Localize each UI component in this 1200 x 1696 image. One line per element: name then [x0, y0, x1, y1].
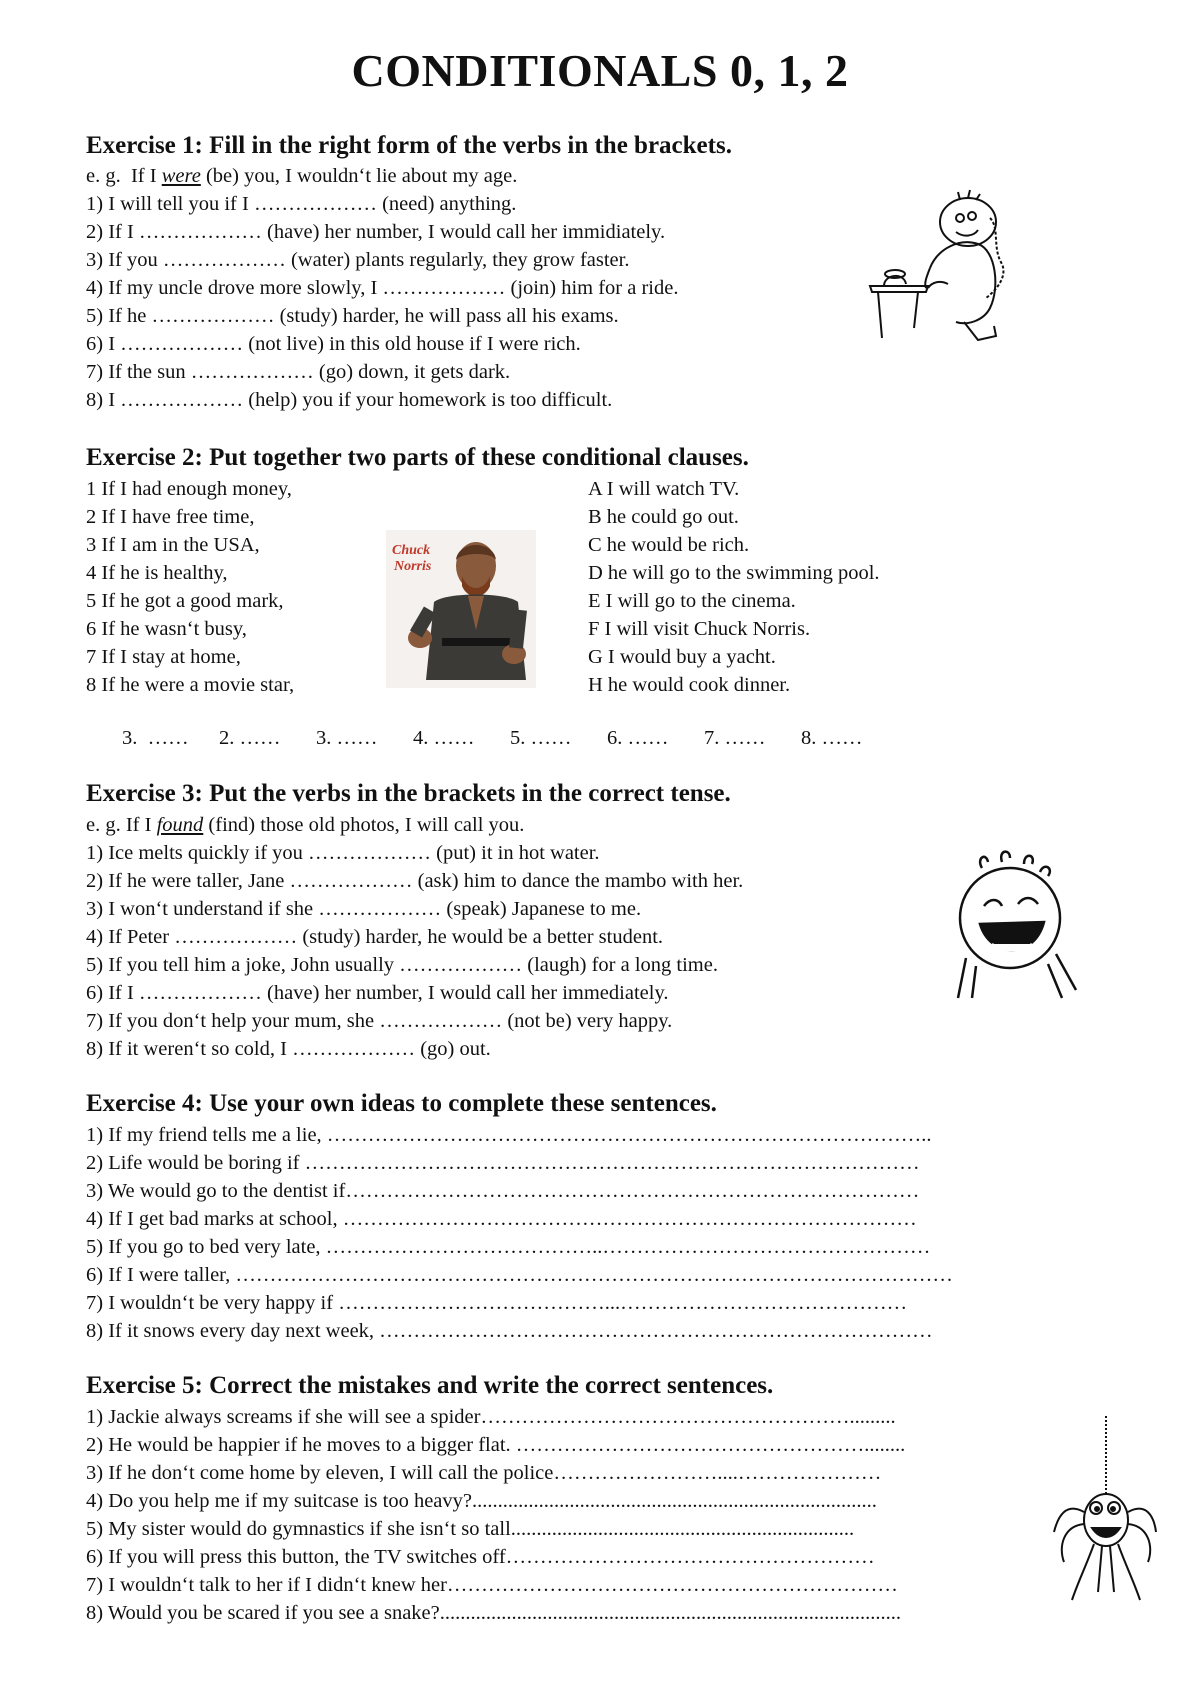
example-text: e. g. If I: [86, 814, 157, 836]
photo-caption-line-2: Norris: [394, 559, 432, 574]
exercise-3-item: 6) If I ……………… (have) her number, I would call her immediately.: [86, 982, 669, 1004]
exercise-3-item: 5) If you tell him a joke, John usually ……………… (laugh) for a long time.: [86, 954, 718, 976]
exercise-4-heading: Exercise 4: Use your own ideas to complete these sentences.: [86, 1090, 717, 1117]
exercise-1-item: 3) If you ……………… (water) plants regularly, they grow faster.: [86, 249, 630, 271]
clause-left: 1 If I had enough money,: [86, 478, 292, 500]
exercise-4-item: 4) If I get bad marks at school, …………………………………………………………………………: [86, 1208, 917, 1230]
clause-right: D he will go to the swimming pool.: [588, 562, 880, 584]
clause-left: 7 If I stay at home,: [86, 646, 241, 668]
exercise-3-example: [86, 812, 524, 838]
exercise-3-item: 3) I won‘t understand if she ……………… (speak) Japanese to me.: [86, 898, 642, 920]
exercise-1-item: 5) If he ……………… (study) harder, he will pass all his exams.: [86, 305, 619, 327]
example-text: (find) those old photos, I will call you.: [203, 814, 525, 836]
exercise-4-item: 2) Life would be boring if ………………………………………………………………………………: [86, 1152, 920, 1174]
exercise-4-item: 6) If I were taller, ……………………………………………………………………………………………: [86, 1264, 953, 1286]
clause-left: 3 If I am in the USA,: [86, 534, 260, 556]
answer-slot[interactable]: 3. ……: [122, 727, 189, 749]
clause-left: 6 If he wasn‘t busy,: [86, 618, 247, 640]
answer-slot[interactable]: 6. ……: [607, 727, 669, 749]
clause-right: F I will visit Chuck Norris.: [588, 618, 811, 640]
exercise-4-item: 8) If it snows every day next week, ………………………………………………………………………: [86, 1320, 933, 1342]
exercise-1-item: 4) If my uncle drove more slowly, I ……………… (join) him for a ride.: [86, 277, 679, 299]
clause-left: 5 If he got a good mark,: [86, 590, 284, 612]
exercise-3-heading: Exercise 3: Put the verbs in the brackets in the correct tense.: [86, 780, 731, 807]
exercise-1-item: 2) If I ……………… (have) her number, I would call her immidiately.: [86, 221, 666, 243]
page-title: CONDITIONALS 0, 1, 2: [351, 45, 849, 96]
answer-slot[interactable]: 8. ……: [801, 727, 863, 749]
answer-slot[interactable]: 2. ……: [219, 727, 281, 749]
exercise-5-item: 2) He would be happier if he moves to a bigger flat. ……………………………………………........: [86, 1434, 906, 1456]
exercise-1-item: 1) I will tell you if I ……………… (need) anything.: [86, 193, 517, 215]
clause-right: H he would cook dinner.: [588, 674, 791, 696]
clause-right: B he could go out.: [588, 506, 739, 528]
example-text: e. g. If I: [86, 165, 162, 187]
exercise-1-item: 6) I ……………… (not live) in this old house if I were rich.: [86, 333, 581, 355]
spider-illustration: [1050, 1416, 1160, 1606]
clause-right: G I would buy a yacht.: [588, 646, 776, 668]
exercise-5-item: 7) I wouldn‘t talk to her if I didn‘t knew her…………………………………………………………: [86, 1574, 898, 1596]
clause-left: 8 If he were a movie star,: [86, 674, 295, 696]
answer-slot[interactable]: 5. ……: [510, 727, 572, 749]
phone-cartoon-illustration: [868, 188, 1018, 348]
exercise-5-item: 6) If you will press this button, the TV switches off………………………………………………: [86, 1546, 875, 1568]
example-answer: were: [161, 165, 201, 187]
exercise-5-item: 5) My sister would do gymnastics if she isn‘t so tall...................................................................: [86, 1518, 855, 1540]
exercise-3-item: 2) If he were taller, Jane ……………… (ask) him to dance the mambo with her.: [86, 870, 744, 892]
clause-left: 4 If he is healthy,: [86, 562, 228, 584]
exercise-3-item: 1) Ice melts quickly if you ……………… (put) it in hot water.: [86, 842, 600, 864]
exercise-5-heading: Exercise 5: Correct the mistakes and write the correct sentences.: [86, 1372, 774, 1399]
clause-right: E I will go to the cinema.: [588, 590, 796, 612]
exercise-1-example: [86, 163, 517, 189]
example-answer: found: [156, 814, 204, 836]
photo-caption-line-1: Chuck: [392, 543, 431, 558]
exercise-2-heading: Exercise 2: Put together two parts of these conditional clauses.: [86, 444, 749, 471]
clause-left: 2 If I have free time,: [86, 506, 255, 528]
exercise-1-heading: Exercise 1: Fill in the right form of the verbs in the brackets.: [86, 132, 732, 159]
laughing-face-illustration: [952, 848, 1082, 1008]
exercise-4-item: 1) If my friend tells me a lie, ……………………………………………………………………………..: [86, 1124, 932, 1146]
exercise-5-item: 3) If he don‘t come home by eleven, I will call the police……………………....…………………: [86, 1462, 882, 1484]
exercise-4-item: 7) I wouldn‘t be very happy if …………………………………...……………………………………: [86, 1292, 908, 1314]
clause-right: C he would be rich.: [588, 534, 750, 556]
exercise-3-item: 8) If it weren‘t so cold, I ……………… (go) out.: [86, 1038, 491, 1060]
answer-slot[interactable]: 3. ……: [316, 727, 378, 749]
exercise-1-item: 8) I ……………… (help) you if your homework is too difficult.: [86, 389, 613, 411]
exercise-3-item: 7) If you don‘t help your mum, she ……………… (not be) very happy.: [86, 1010, 673, 1032]
clause-right: A I will watch TV.: [588, 478, 740, 500]
answer-slot[interactable]: 4. ……: [413, 727, 475, 749]
example-text: (be) you, I wouldn‘t lie about my age.: [200, 165, 518, 187]
exercise-2-answer-row: [122, 727, 898, 750]
exercise-1-item: 7) If the sun ……………… (go) down, it gets dark.: [86, 361, 511, 383]
exercise-5-item: 4) Do you help me if my suitcase is too heavy?...............................................................................: [86, 1490, 877, 1512]
exercise-5-item: 8) Would you be scared if you see a snake?..........................................................................................: [86, 1602, 902, 1624]
chuck-norris-photo: [386, 530, 536, 688]
exercise-5-item: 1) Jackie always screams if she will see a spider……………………………………………….........: [86, 1406, 896, 1428]
exercise-4-item: 5) If you go to bed very late, …………………………………..…………………………………………: [86, 1236, 931, 1258]
exercise-3-item: 4) If Peter ……………… (study) harder, he would be a better student.: [86, 926, 664, 948]
exercise-4-item: 3) We would go to the dentist if…………………………………………………………………………: [86, 1180, 920, 1202]
answer-slot[interactable]: 7. ……: [704, 727, 766, 749]
